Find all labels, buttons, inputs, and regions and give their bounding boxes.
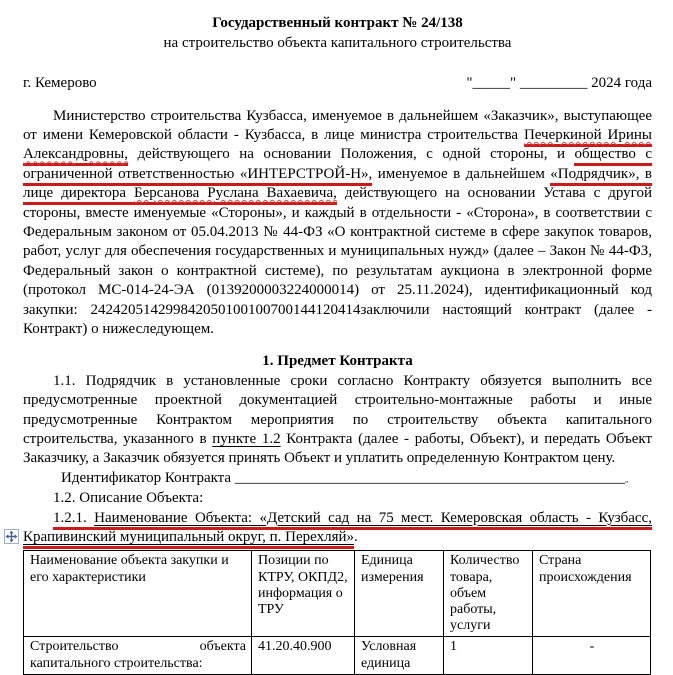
footnote-mark: „ — [624, 474, 629, 484]
text-segment: Перехляй» — [285, 529, 354, 549]
clause-1-2-1 — [23, 509, 652, 548]
table-cell: 41.20.40.900 — [252, 637, 355, 674]
contract-identifier-label: Идентификатор Контракта — [61, 469, 235, 486]
text-segment: Контракта (далее - работы, Объект), и передать Объект Заказчику, а Заказчик обязуется принять Объект и уплатить определенную Контрактом цену. — [23, 431, 653, 467]
procurement-table-body — [24, 637, 651, 674]
text-segment: . — [354, 529, 358, 546]
text-segment: действующего на основании Устава с другой стороны, вместе именуемые «Стороны», и каждый в отдельности - «Сторона», в соответствии с Федеральным законом от 05.04.2013 № 44-ФЗ «О контрактной системе в сфере закупок товаров, работ, услуг для обеспечения государственных и муниципальных нужд» (далее – Закон № 44-ФЗ, Федеральный закон о контрактной системе), по результатам аукциона в электронной форме (протокол МС-014-24-ЭА (0139200003224000014) от 25.11.2024), идентификационный код закупки: 242420514299842050100100700144120414заключили настоящий контракт (далее - Контракт) о нижеследующем. — [23, 185, 652, 337]
table-header-cell: Количество товара, объем работы, услуги — [444, 551, 533, 637]
table-cell: 1 — [444, 637, 533, 674]
contract-identifier-line — [23, 469, 652, 489]
table-cell: - — [533, 637, 651, 674]
contract-place: г. Кемерово — [23, 75, 97, 91]
text-segment: Министерство строительства Кузбасса, именуемое в дальнейшем «Заказчик», выступающее от имени Кемеровской области - Кузбасса, в лице министра строительства — [23, 107, 652, 143]
table-header-cell: Наименование объекта закупки и его характеристики — [24, 551, 252, 637]
text-segment: Берсанова Руслана Вахаевича, — [134, 185, 337, 205]
text-segment: «Подрядчик», в лице директора — [23, 166, 652, 205]
contract-title: Государственный контракт № 24/138 — [212, 15, 463, 31]
procurement-table-wrap — [23, 550, 652, 674]
text-segment: Печеркиной Ирины Александровны, — [23, 127, 652, 166]
text-segment: 1.1. Подрядчик в установленные сроки согласно Контракту обязуется выполнить все предусмотренные проектной документацией строительно-монтажные работы и иные предусмотренные Контрактом мероприятия по строительству объекта капитального строительства, указанного в — [23, 372, 652, 447]
table-cell: Строительство объекта капитального строительства: — [24, 637, 252, 674]
procurement-table-head — [24, 551, 651, 637]
table-header-cell: Страна происхождения — [533, 551, 651, 637]
text-segment: пункте 1.2 — [212, 431, 281, 447]
procurement-table — [23, 550, 651, 674]
text-segment: 1.2.1. — [53, 510, 94, 530]
text-segment: Крапивинский — [23, 529, 116, 549]
contract-date-blank: "_____" _________ 2024 года — [466, 75, 652, 91]
section-1-heading: 1. Предмет Контракта — [262, 353, 413, 370]
four-way-arrow-icon — [4, 529, 19, 544]
contract-identifier-blank: ____________________________________________________ — [234, 469, 625, 486]
table-header-row — [24, 551, 651, 637]
clause-1-2: 1.2. Описание Объекта: — [53, 490, 204, 507]
preamble-paragraph — [23, 107, 652, 340]
table-cell: Условная единица — [355, 637, 444, 674]
table-row — [24, 637, 651, 674]
text-segment: Наименование Объекта: «Детский сад на 75 мест. Кемеровская область - Кузбасс, — [94, 510, 652, 530]
table-header-cell: Позиции по КТРУ, ОКПД2, информация о ТРУ — [252, 551, 355, 637]
text-segment: именуемое в дальнейшем — [372, 165, 551, 182]
text-segment: действующего на основании Положения, с одной стороны, и — [128, 146, 575, 163]
text-segment: общество с ограниченной ответственностью «ИНТЕРСТРОЙ-Н», — [23, 146, 652, 185]
place-date-row — [23, 74, 652, 94]
table-header-cell: Единица измерения — [355, 551, 444, 637]
text-segment: муниципальный округ, п. — [116, 529, 285, 549]
contract-subtitle: на строительство объекта капитального строительства — [163, 34, 512, 51]
table-move-handle-icon[interactable] — [4, 529, 19, 544]
clause-1-1 — [23, 372, 652, 469]
